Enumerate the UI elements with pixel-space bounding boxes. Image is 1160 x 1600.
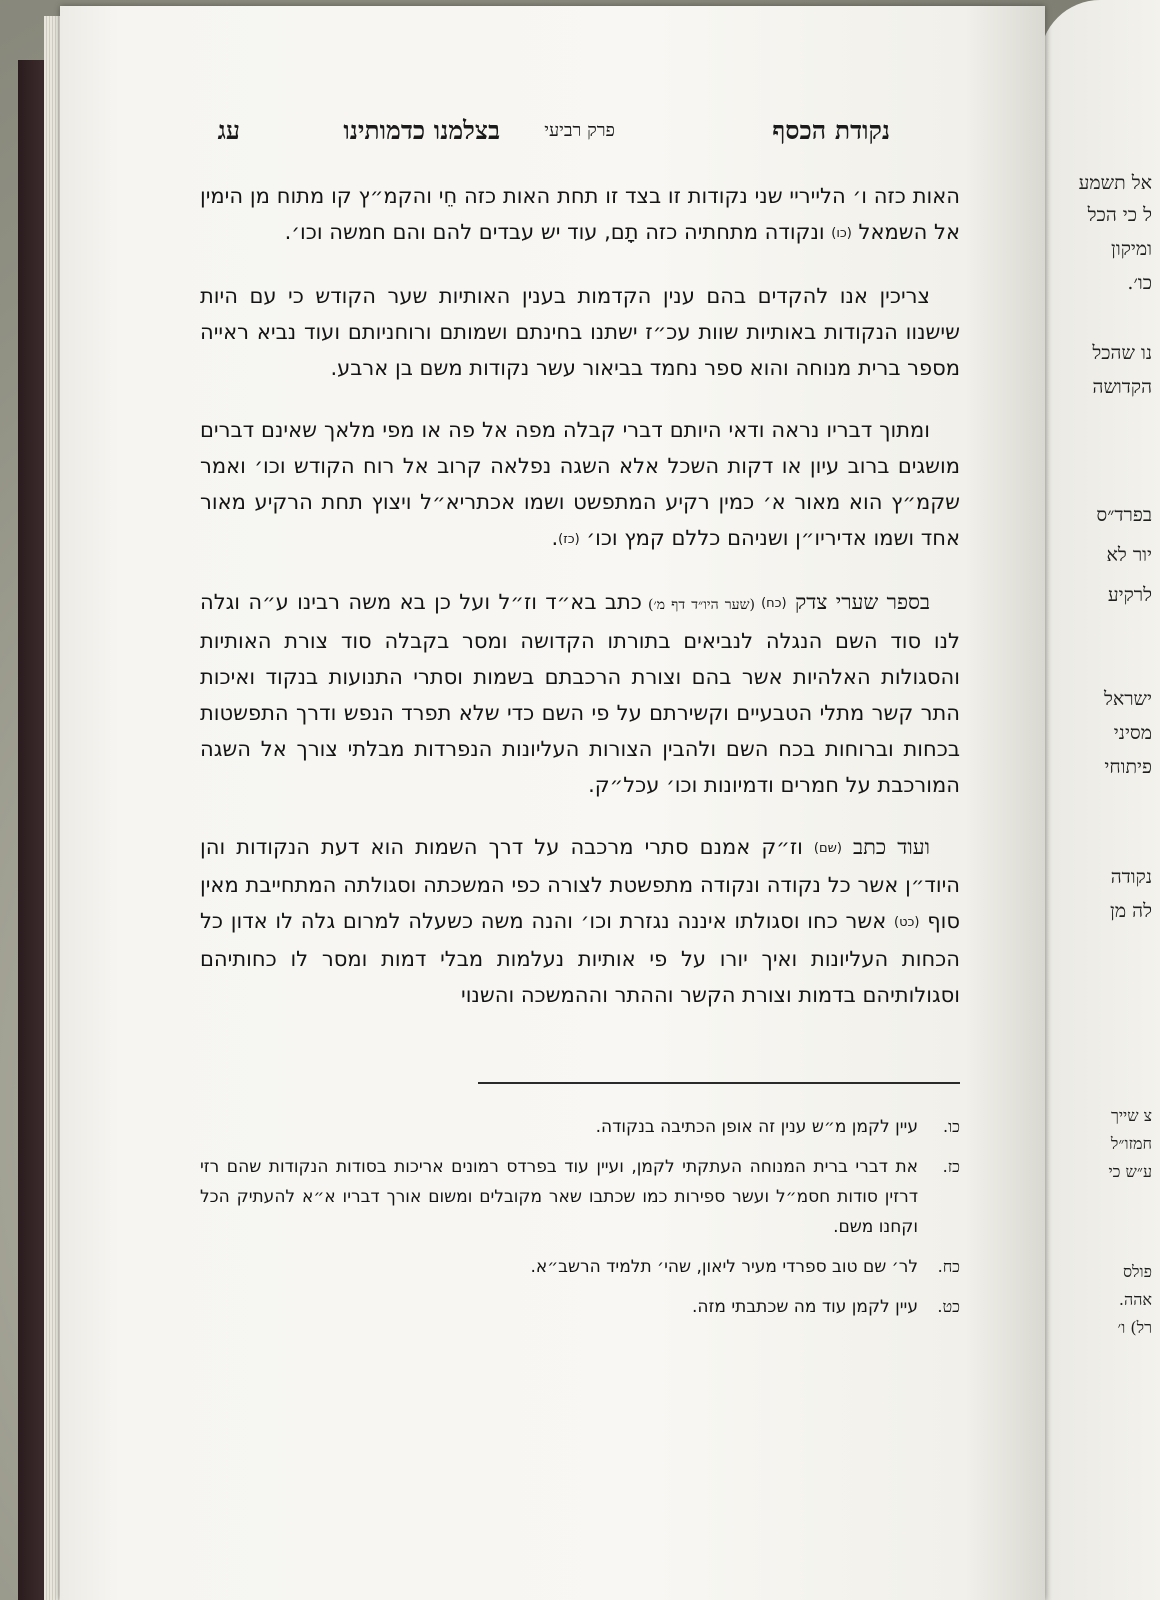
footnote (200, 1112, 960, 1142)
facing-page-text: ע״ש כי (1108, 1162, 1152, 1181)
footnote-separator (478, 1082, 960, 1084)
footnote-text: לר׳ שם טוב ספרדי מעיר ליאון, שהי׳ תלמיד הרשב״א. (530, 1257, 918, 1277)
paragraph-text: כתב בא״ד וז״ל ועל כן בא משה רבינו ע״ה וגלה לנו סוד השם הנגלה לנביאים בתורתו הקדושה ומסר בקבלה סוד צורת האותיות והסגולות האלהיות אשר בהם וצורת הרכבתם בשמות וסתרי התנועות בנקוד ואיכות התר קשר מתלי הטבעיים וקשירתם על פי השם כדי שלא תפרד הנפש ודרך התפשטות בכחות וברוחות בכח השם ולהבין הצורות העליונות הנפרדות מבלתי צורך אל השגה המורכבת על חמרים ודמיונות וכו׳ עכל״ק. (200, 590, 960, 797)
facing-page-text: יור לא (1106, 544, 1152, 566)
paragraph-text: ונקודה מתחתיה כזה תָם, עוד יש עבדים להם והם חמשה וכו׳. (284, 220, 832, 244)
footnote (200, 1152, 960, 1242)
section-title: בצלמנו כדמותינו (343, 116, 500, 145)
source-citation: (שער היו״ד דף מ׳) (641, 597, 762, 613)
page-number: עג (217, 116, 240, 145)
paragraph (200, 178, 960, 252)
facing-page-text: לרקיע (1107, 584, 1152, 606)
facing-page-text: לה מן (1110, 900, 1152, 922)
footnote-ref: (כח) (761, 596, 787, 611)
paragraph (200, 278, 960, 386)
paragraph-text: האות כזה ו׳ הלייריי שני נקודות זו בצד זו תחת האות כזה חֵי והקמ״ץ קו מתוח מן הימין אל השמאל (200, 184, 960, 244)
footnote-ref: (כו) (831, 226, 852, 241)
facing-page-text: אהה. (1118, 1290, 1152, 1309)
footnote-ref: (שם) (813, 841, 842, 856)
footnote-label: כו. (943, 1117, 960, 1136)
paragraph-lead: בספר שערי צדק (786, 590, 931, 614)
facing-page-text: ל כי הכל (1087, 204, 1152, 226)
footnote (200, 1252, 960, 1282)
facing-page-text: ומיקון (1111, 238, 1152, 260)
footnote-text: עיין לקמן עוד מה שכתבתי מזה. (692, 1297, 918, 1317)
facing-page-text: פולס (1122, 1262, 1152, 1281)
paragraph-lead: ועוד כתב (841, 835, 930, 859)
footnote-label: כז. (942, 1157, 960, 1176)
footnotes (200, 1112, 960, 1332)
facing-page (1040, 0, 1160, 1600)
paragraph (200, 584, 960, 803)
paragraph-text: צריכין אנו להקדים בהם ענין הקדמות בענין האותיות שער הקודש כי עם היות שישנוו הנקודות באותיות שוות עכ״ז ישתנו בחינתם ושמותם ורוחניותם ועוד נביא ראייה מספר ברית מנוחה והוא ספר נחמד בביאור עשר נקודות משם בן ארבע. (200, 284, 960, 380)
facing-page-text: נקודה (1110, 866, 1152, 888)
facing-page-text: בפרד״ס (1096, 504, 1152, 526)
facing-page-text: מסיני (1113, 722, 1152, 744)
main-text (200, 178, 960, 1039)
book-title: נקודת הכסף (772, 116, 890, 145)
paragraph (200, 412, 960, 558)
paragraph-text: . (551, 526, 559, 550)
paragraph-text: ומתוך דבריו נראה ודאי היותם דברי קבלה מפה אל פה או מפי מלאך שאינם דברים מושגים ברוב עיון או דקות השכל אלא השגה נפלאה קרוב אל רוח הקודש וכו׳ ואמר שקמ״ץ הוא מאור א׳ כמין רקיע המתפשט ושמו אכתריא״ל ויצוץ תחת הרקיע מאור אחד ושמו אדיריו״ן ושניהם כללם קמץ וכו׳ (200, 418, 960, 550)
footnote-ref: (כט) (894, 915, 920, 930)
running-head (200, 116, 890, 150)
facing-page-text: הקדושה (1092, 376, 1152, 398)
paragraph-text: וז״ק אמנם סתרי מרכבה על דרך השמות הוא דעת הנקודות והן היוד״ן אשר כל נקודה ונקודה מתפשטת לצורה כפי המשכתה וסגולתה המתחייבת מאין סוף (200, 835, 960, 933)
facing-page-text: פיתוחי (1104, 756, 1152, 778)
footnote (200, 1292, 960, 1322)
footnote-label: כח. (937, 1257, 960, 1276)
facing-page-text: ישראל (1103, 688, 1152, 710)
footnote-label: כט. (937, 1297, 960, 1316)
facing-page-text: צ שייך (1110, 1106, 1152, 1125)
facing-page-text: רל) ו׳ (1117, 1318, 1152, 1337)
footnote-ref: (כז) (558, 532, 580, 547)
facing-page-text: כו׳. (1127, 272, 1152, 294)
footnote-text: את דברי ברית המנוחה העתקתי לקמן, ועיין עוד בפרדס רמונים אריכות בסודות הנקודות שהם רזי דרזין סודות חסמ״ל ועשר ספירות כמו שכתבו שאר מקובלים ומשום אורך דבריו א״א להעתיק הכל וקחנו משם. (200, 1157, 918, 1237)
paragraph (200, 829, 960, 1013)
paragraph-text: אשר כחו וסגולתו איננה נגזרת וכו׳ והנה משה כשעלה למרום גלה לו אדון כל הכחות העליונות ואיך יורו על פי אותיות נעלמות מבלי דמות ומסר לו כחותיהם וסגולותיהם בדמות וצורת הקשר וההתר וההמשכה והשנוי (200, 909, 960, 1007)
chapter-label: פרק רביעי (544, 120, 615, 141)
footnote-text: עיין לקמן מ״ש ענין זה אופן הכתיבה בנקודה. (595, 1117, 918, 1137)
facing-page-text: נו שהכל (1092, 342, 1152, 364)
facing-page-text: אל תשמע (1078, 172, 1152, 194)
facing-page-text: חמזו״ל (1110, 1134, 1152, 1153)
